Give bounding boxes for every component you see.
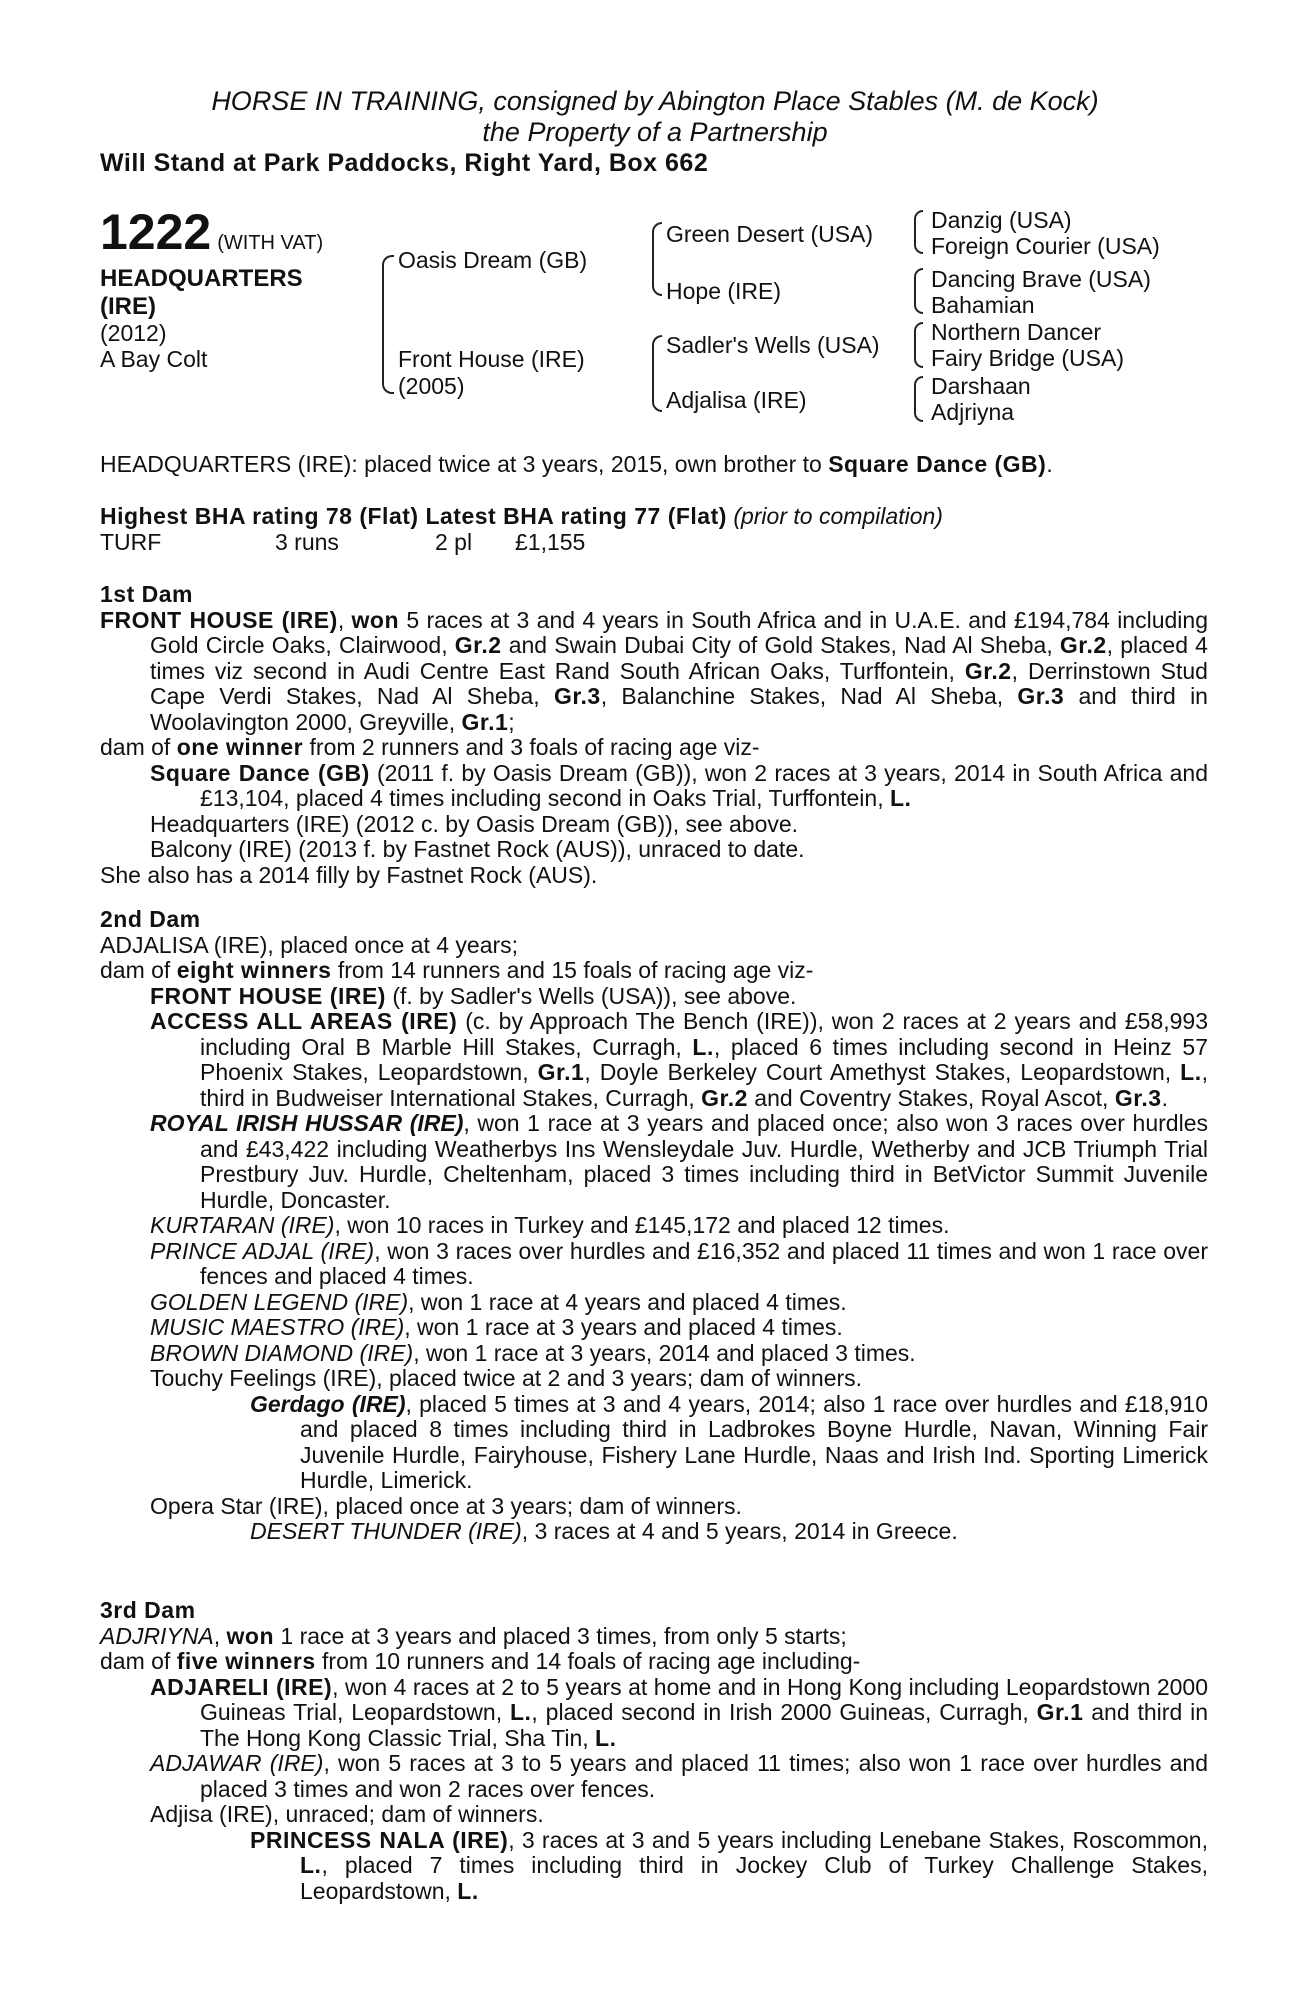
third-dam-section	[100, 1598, 1208, 1904]
pedigree-g2: Foreign Courier (USA)	[931, 233, 1160, 259]
pedigree-g6: Fairy Bridge (USA)	[931, 345, 1124, 371]
text-run: L.	[889, 785, 912, 811]
text-run: L.	[509, 1699, 532, 1725]
rating-note: (prior to compilation)	[733, 503, 943, 529]
text-run: , Balanchine Stakes, Nad Al Sheba,	[600, 683, 1018, 709]
text-run: Gr.2	[1059, 632, 1107, 658]
text-run: , won 4 races at 2 to 5 years at home and in Hong Kong including Leopardstown 2000 Guineas Trial, Leopardstown,	[200, 1673, 1208, 1725]
text-run: and Coventry Stakes, Royal Ascot,	[747, 1084, 1115, 1111]
text-run: , 3 races at 4 and 5 years, 2014 in Greece.	[521, 1518, 958, 1544]
text-run: , Derrinstown Stud Cape Verdi Stakes, Nad Al Sheba,	[150, 657, 1208, 709]
lot-number-block	[100, 204, 324, 260]
text-run: L.	[595, 1724, 617, 1751]
text-run: L.	[457, 1877, 479, 1904]
text-paragraph	[100, 1315, 1208, 1341]
text-run: five winners	[176, 1648, 316, 1674]
text-run: 5 races at 3 and 4 years in South Africa and in U.A.E. and £194,784 including Gold Circle Oaks, Clairwood,	[150, 606, 1208, 658]
text-run: Gr.1	[461, 708, 509, 735]
bha-rating: Highest BHA rating 78 (Flat) Latest BHA rating 77 (Flat)	[100, 503, 727, 529]
text-run: BROWN DIAMOND (IRE)	[150, 1339, 414, 1366]
text-run: (2011 f. by Oasis Dream (GB)), won 2 races at 3 years, 2014 in South Africa and £13,104, placed 4 times including second in Oaks Trial, Turffontein,	[200, 759, 1208, 811]
progeny-headquarters: Headquarters (IRE) (2012 c. by Oasis Dream (GB)), see above.	[150, 810, 799, 837]
first-dam-name: FRONT HOUSE (IRE)	[100, 606, 338, 633]
text-paragraph	[100, 504, 1208, 530]
ownership-line: the Property of a Partnership	[482, 117, 828, 147]
text-run: and third in The Hong Kong Classic Trial, Sha Tin,	[200, 1699, 1208, 1751]
pedigree-sire-sire: Green Desert (USA)	[666, 221, 874, 247]
progeny-square-dance: Square Dance (GB)	[150, 759, 370, 786]
text-run: , Doyle Berkeley Court Amethyst Stakes, Leopardstown,	[584, 1059, 1181, 1085]
second-dam-heading: 2nd Dam	[100, 906, 201, 932]
text-run: one winner	[176, 734, 304, 760]
text-run: , won 1 race at 3 years and placed 4 times.	[404, 1314, 843, 1340]
text-run: eight winners	[176, 957, 332, 983]
text-paragraph	[100, 1751, 1208, 1802]
text-run: .	[1046, 451, 1053, 477]
text-run: HEADQUARTERS (IRE): placed twice at 3 years, 2015, own brother to	[100, 451, 829, 477]
text-run: PRINCE ADJAL (IRE)	[150, 1237, 375, 1264]
text-run: Gr.2	[701, 1084, 748, 1111]
text-run: and third in Woolavington 2000, Greyville,	[150, 683, 1208, 735]
pedigree-g8: Adjriyna	[931, 399, 1015, 425]
sibling-name: Square Dance (GB)	[828, 451, 1047, 477]
pedigree-bracket-g3	[914, 322, 923, 368]
rating-block	[100, 504, 1208, 555]
text-run: L.	[692, 1033, 714, 1060]
text-run: .	[1161, 1084, 1168, 1111]
text-run: Gr.1	[537, 1059, 585, 1085]
text-paragraph: Touchy Feelings (IRE), placed twice at 2 and 3 years; dam of winners.	[150, 1365, 863, 1391]
text-run: L.	[300, 1852, 322, 1878]
horse-name-line2: (IRE)	[100, 293, 156, 320]
text-run: Gr.2	[454, 632, 502, 658]
text-run: KURTARAN (IRE)	[150, 1212, 335, 1238]
text-run: L.	[1180, 1059, 1202, 1085]
text-paragraph	[150, 1392, 1208, 1494]
earnings: £1,155	[515, 528, 586, 555]
text-run: Gr.3	[1017, 683, 1065, 709]
text-run: ADJARELI (IRE)	[150, 1673, 333, 1700]
vat-label: (WITH VAT)	[217, 232, 324, 254]
text-run: , won 3 races over hurdles and £16,352 and placed 11 times and won 1 race over fences and placed 4 times.	[200, 1237, 1209, 1289]
pedigree-bracket-main	[382, 255, 394, 394]
horse-name-line1: HEADQUARTERS	[100, 265, 303, 292]
text-run: , won 10 races in Turkey and £145,172 and placed 12 times.	[334, 1212, 950, 1238]
text-run: Gr.2	[964, 657, 1012, 684]
pedigree-bracket-g2	[914, 268, 923, 314]
first-dam-heading: 1st Dam	[100, 581, 193, 607]
text-run: ADJAWAR (IRE)	[150, 1750, 324, 1776]
pedigree-bracket-g4	[914, 376, 923, 422]
text-run: won	[226, 1622, 275, 1649]
pedigree-dam-dam: Adjalisa (IRE)	[666, 387, 807, 413]
second-dam-section	[100, 907, 1208, 1545]
pedigree-dam-sire: Sadler's Wells (USA)	[666, 332, 880, 358]
text-paragraph	[100, 1341, 1208, 1367]
text-run: ROYAL IRISH HUSSAR (IRE)	[150, 1110, 464, 1136]
text-run: DESERT THUNDER (IRE)	[250, 1518, 522, 1544]
third-dam-heading: 3rd Dam	[100, 1597, 196, 1623]
horse-info	[100, 320, 207, 372]
text-run: , third in Budweiser International Stakes, Curragh,	[200, 1059, 1208, 1111]
text-run: FRONT HOUSE (IRE)	[150, 982, 386, 1009]
foaling-year: (2012)	[100, 320, 167, 346]
text-paragraph: ADJRIYNA, won 1 race at 3 years and placed 3 times, from only 5 starts;	[100, 1622, 847, 1649]
pedigree-g7: Darshaan	[931, 373, 1031, 399]
text-run: , won 1 race at 3 years and placed once; also won 3 races over hurdles and £43,422 including Weatherbys Ins Wensleydale Juv. Hurdle, Wetherby and JCB Triumph Trial Prestbury Juv. Hurdle, Cheltenham, placed 3 times including third in BetVictor Summit Juvenile Hurdle, Doncaster.	[200, 1110, 1208, 1213]
text-run: from 2 runners and 3 foals of racing age viz-	[303, 734, 760, 760]
pedigree-g3: Dancing Brave (USA)	[931, 266, 1151, 292]
text-run: , won 1 race at 4 years and placed 4 times.	[408, 1288, 847, 1315]
text-paragraph	[100, 530, 1208, 556]
text-paragraph	[100, 1675, 1208, 1752]
text-run: Gr.3	[1114, 1084, 1162, 1111]
pedigree-dam: Front House (IRE)	[398, 346, 585, 372]
text-paragraph	[100, 1111, 1208, 1213]
pedigree-bracket-g1	[914, 210, 923, 254]
text-run: won	[351, 606, 400, 633]
text-run: , won 5 races at 3 to 5 years and placed 11 times; also won 1 race over hurdles and placed 3 times and won 2 races over fences.	[200, 1750, 1208, 1802]
text-paragraph	[150, 1519, 1208, 1545]
text-paragraph	[100, 452, 1208, 478]
text-paragraph	[100, 735, 1208, 761]
text-run: 1 race at 3 years and placed 3 times, from only 5 starts;	[274, 1622, 847, 1649]
text-paragraph: Opera Star (IRE), placed once at 3 years; dam of winners.	[150, 1492, 742, 1519]
pedigree-g5: Northern Dancer	[931, 319, 1102, 345]
pedigree-dam-year: (2005)	[398, 373, 465, 399]
text-run: ADJRIYNA	[100, 1622, 214, 1649]
text-run: Gerdago (IRE)	[250, 1390, 406, 1417]
pedigree-g4: Bahamian	[931, 292, 1035, 318]
pedigree-sire-dam: Hope (IRE)	[666, 278, 782, 304]
text-run: ;	[508, 708, 515, 735]
text-run: , placed 7 times including third in Jockey Club of Turkey Challenge Stakes, Leopardstown,	[300, 1852, 1208, 1904]
text-run: (f. by Sadler's Wells (USA)), see above.	[385, 982, 797, 1009]
progeny-note: She also has a 2014 filly by Fastnet Rock (AUS).	[100, 861, 598, 888]
text-run: dam of	[100, 734, 177, 760]
horse-name	[100, 265, 350, 321]
text-paragraph	[100, 1213, 1208, 1239]
text-paragraph	[100, 1239, 1208, 1290]
horse-description: A Bay Colt	[100, 346, 208, 372]
text-paragraph	[100, 1290, 1208, 1316]
text-run: , placed 6 times including second in Heinz 57 Phoenix Stakes, Leopardstown,	[200, 1033, 1208, 1085]
text-paragraph: ADJALISA (IRE), placed once at 4 years;	[100, 931, 519, 958]
text-run: PRINCESS NALA (IRE)	[250, 1826, 509, 1853]
text-run: dam of	[100, 1648, 177, 1674]
race-summary	[100, 452, 1208, 478]
text-run: , 3 races at 3 and 5 years including Lenebane Stakes, Roscommon,	[508, 1826, 1208, 1853]
text-paragraph	[150, 1828, 1208, 1905]
surface: TURF	[100, 528, 162, 555]
text-paragraph	[100, 1009, 1208, 1111]
text-run: GOLDEN LEGEND (IRE)	[150, 1288, 409, 1315]
text-run: Gr.3	[553, 683, 601, 709]
pedigree-bracket-dam	[652, 335, 662, 412]
text-run: from 14 runners and 15 foals of racing age viz-	[331, 957, 814, 983]
progeny-balcony: Balcony (IRE) (2013 f. by Fastnet Rock (AUS)), unraced to date.	[150, 836, 805, 862]
text-run: and Swain Dubai City of Gold Stakes, Nad Al Sheba,	[501, 632, 1060, 658]
text-run: Gr.1	[1036, 1699, 1084, 1725]
text-run: ACCESS ALL AREAS (IRE)	[150, 1008, 458, 1034]
text-run: MUSIC MAESTRO (IRE)	[150, 1314, 405, 1340]
first-dam-section	[100, 582, 1208, 888]
text-run: dam of	[100, 957, 177, 983]
text-run: , won 1 race at 3 years, 2014 and placed 3 times.	[413, 1339, 916, 1366]
lot-number: 1222	[100, 204, 212, 260]
text-run: (c. by Approach The Bench (IRE)), won 2 races at 2 years and £58,993 including Oral B Marble Hill Stakes, Curragh,	[200, 1008, 1209, 1060]
stand-location: Will Stand at Park Paddocks, Right Yard, Box 662	[100, 149, 709, 177]
pedigree-g1: Danzig (USA)	[931, 207, 1072, 233]
text-paragraph	[100, 1649, 1208, 1675]
text-run: , placed 5 times at 3 and 4 years, 2014; also 1 race over hurdles and £18,910 and placed 8 times including third in Ladbrokes Boyne Hurdle, Navan, Winning Fair Juvenile Hurdle, Fairyhouse, Fishery Lane Hurdle, Naas and Irish Ind. Sporting Limerick Hurdle, Limerick.	[300, 1390, 1208, 1493]
text-paragraph: Adjisa (IRE), unraced; dam of winners.	[150, 1801, 544, 1827]
text-paragraph: FRONT HOUSE (IRE), won 5 races at 3 and 4 years in South Africa and in U.A.E. and £194,784 including Gold Circle Oaks, Clairwood, Gr.2 and Swain Dubai City of Gold Stakes, Nad Al Sheba, Gr.2, placed 4 times viz second in Audi Centre East Rand South African Oaks, Turffontein, Gr.2, Derrinstown Stud Cape Verdi Stakes, Nad Al Sheba, Gr.3, Balanchine Stakes, Nad Al Sheba, Gr.3 and third in Woolavington 2000, Greyville, Gr.1;	[100, 606, 1208, 735]
consignor-line: HORSE IN TRAINING, consigned by Abington Place Stables (M. de Kock)	[211, 86, 1099, 116]
text-paragraph	[100, 984, 1208, 1010]
placed-count: 2 pl	[435, 528, 473, 555]
runs-count: 3 runs	[275, 528, 339, 555]
pedigree-sire: Oasis Dream (GB)	[398, 247, 588, 273]
text-paragraph	[100, 761, 1208, 812]
pedigree-bracket-sire	[652, 222, 662, 296]
text-run: , placed 4 times viz second in Audi Centre East Rand South African Oaks, Turffontein,	[150, 632, 1208, 684]
text-paragraph	[100, 958, 1208, 984]
text-run: , placed second in Irish 2000 Guineas, Curragh,	[531, 1699, 1037, 1725]
text-run: from 10 runners and 14 foals of racing age including-	[315, 1648, 861, 1674]
